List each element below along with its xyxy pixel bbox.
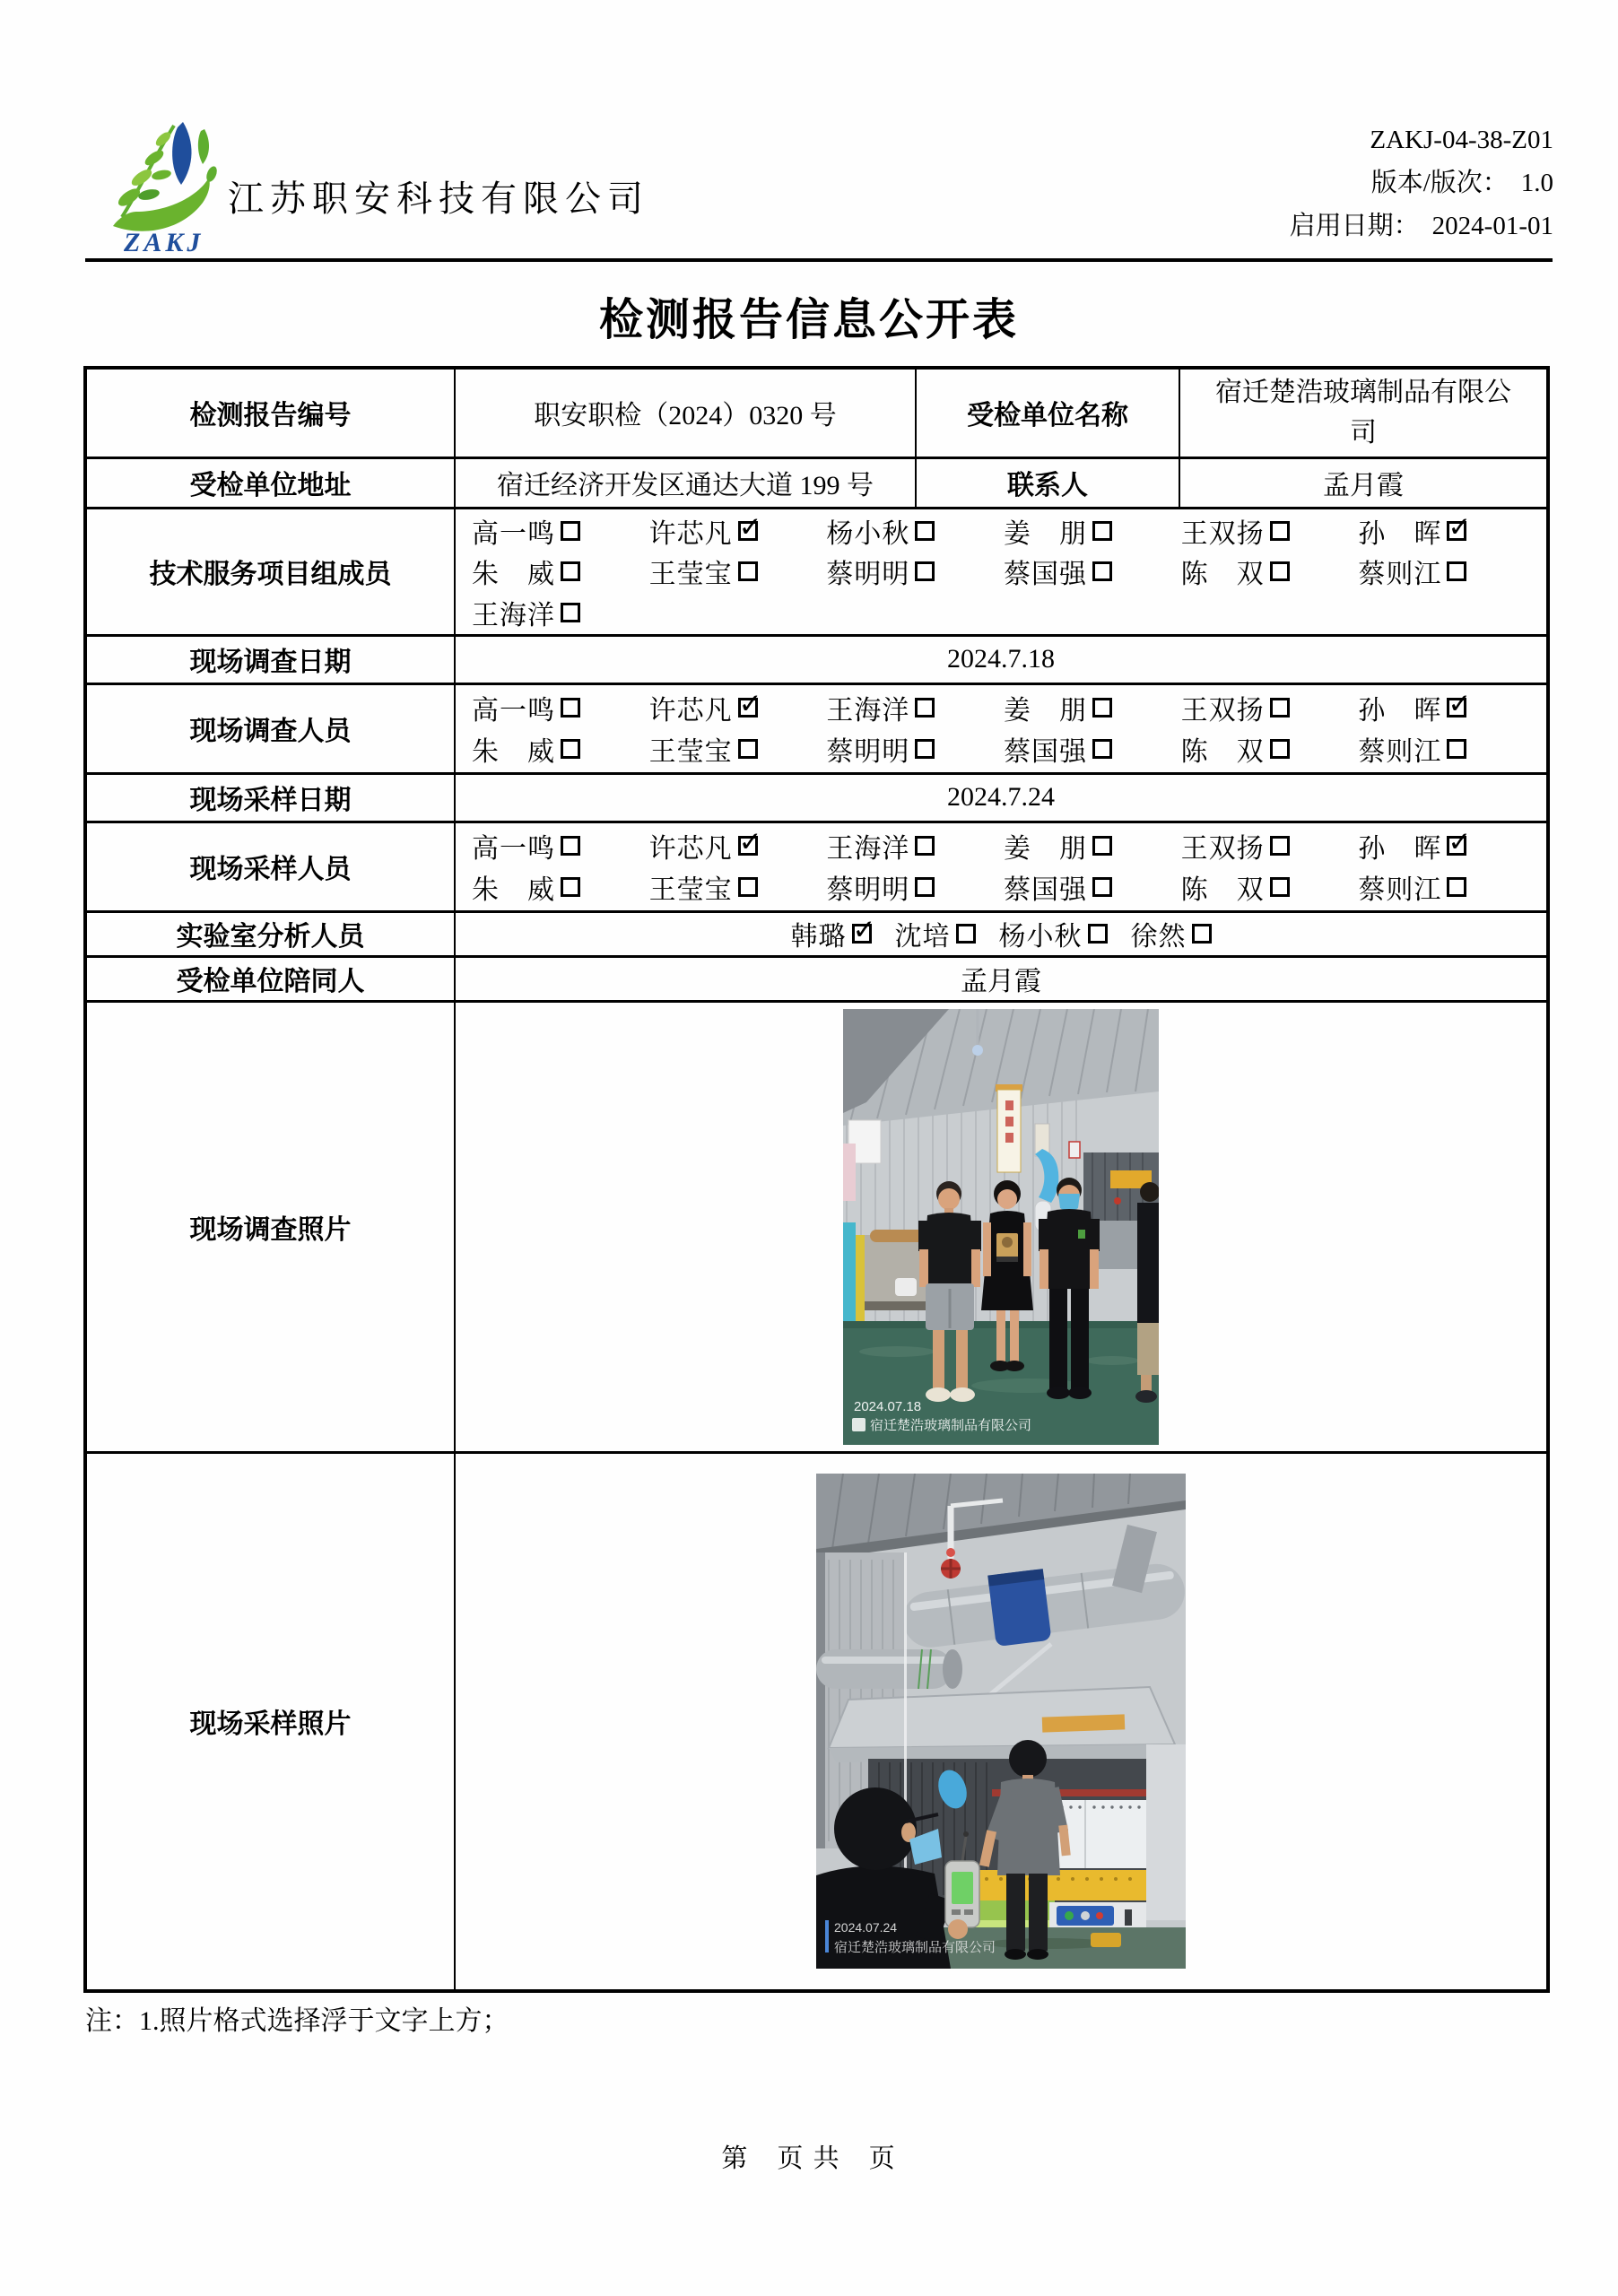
report-no-label: 检测报告编号: [85, 368, 455, 457]
person-name: 王莹宝: [648, 737, 733, 768]
row-unit-addr: [85, 457, 1548, 508]
checkbox-unchecked: [1270, 877, 1290, 897]
checkbox-unchecked: [956, 924, 976, 944]
person-option: [649, 867, 827, 907]
person-option: [472, 593, 649, 632]
checkbox-unchecked: [561, 739, 580, 759]
person-name: 蔡国强: [1004, 737, 1087, 768]
contact-value: 孟月霞: [1179, 457, 1548, 508]
checkbox-unchecked: [1270, 561, 1290, 581]
person-option: [472, 729, 649, 769]
header-divider: [85, 258, 1553, 262]
person-name: 高一鸣: [472, 833, 555, 864]
person-option: [472, 511, 649, 551]
person-name: 高一鸣: [472, 695, 555, 726]
checkbox-unchecked: [561, 521, 580, 541]
person-name: 韩璐: [790, 922, 847, 952]
person-name: 王海洋: [826, 695, 910, 726]
person-option: [1004, 688, 1181, 727]
unit-name-label: 受检单位名称: [916, 368, 1179, 457]
person-option: [649, 729, 827, 769]
row-lab-staff: [85, 911, 1548, 956]
survey-staff: [456, 685, 1546, 771]
row-survey-staff: [85, 683, 1548, 773]
doc-code: ZAKJ-04-38-Z01: [1370, 126, 1553, 154]
checkbox-unchecked: [1092, 836, 1112, 856]
person-name: 蔡则江: [1358, 875, 1442, 906]
person-name: 蔡明明: [826, 560, 910, 589]
survey-photo-label: 现场调查照片: [85, 1001, 455, 1452]
sample-staff-cell: [455, 822, 1548, 911]
person-name: 蔡国强: [1004, 560, 1087, 589]
sample-staff-label: 现场采样人员: [85, 822, 455, 911]
sample-date-value: 2024.7.24: [455, 773, 1548, 822]
doc-version-line: 版本/版次： 1.0: [1370, 169, 1553, 197]
lab-staff: [456, 914, 1546, 953]
survey-date-value: 2024.7.18: [455, 635, 1548, 683]
checkbox-unchecked: [915, 877, 935, 897]
person-option: [472, 688, 649, 727]
checkbox-checked: [1447, 521, 1466, 541]
checkbox-checked: [738, 698, 758, 718]
person-option: [1358, 688, 1535, 727]
checkbox-checked: [738, 836, 758, 856]
survey-photo: [843, 1009, 1159, 1445]
person-option: [826, 867, 1004, 907]
sample-photo-cell: [455, 1452, 1548, 1991]
team-members: [456, 509, 1546, 633]
person-option: [895, 914, 976, 953]
person-option: [1004, 552, 1181, 591]
person-option: [1004, 511, 1181, 551]
team-label: 技术服务项目组成员: [85, 508, 455, 635]
checkbox-unchecked: [738, 561, 758, 581]
checkbox-unchecked: [915, 561, 935, 581]
report-no-value: 职安职检（2024）0320 号: [455, 368, 916, 457]
person-option: [826, 511, 1004, 551]
person-name: 杨小秋: [826, 518, 910, 549]
checkbox-checked: [1447, 698, 1466, 718]
checkbox-unchecked: [561, 698, 580, 718]
page-number-footer: 第 页 共 页: [721, 2144, 897, 2173]
checkbox-unchecked: [561, 603, 580, 622]
checkbox-unchecked: [1270, 836, 1290, 856]
checkbox-unchecked: [1092, 521, 1112, 541]
person-name: 杨小秋: [998, 922, 1083, 952]
survey-photo-cell: [455, 1001, 1548, 1452]
contact-label: 联系人: [916, 457, 1179, 508]
sample-staff: [456, 823, 1546, 909]
person-name: 朱 威: [472, 560, 555, 589]
person-option: [1181, 729, 1359, 769]
person-option: [649, 688, 827, 727]
doc-info-block: [1290, 118, 1553, 248]
footnote: 注：1.照片格式选择浮于文字上方；: [85, 2006, 509, 2036]
person-name: 蔡则江: [1358, 737, 1442, 768]
checkbox-unchecked: [1088, 924, 1108, 944]
person-option: [826, 826, 1004, 865]
survey-staff-cell: [455, 683, 1548, 773]
person-name: 陈 双: [1180, 875, 1265, 906]
person-name: 姜 朋: [1004, 695, 1087, 726]
person-name: 王海洋: [826, 833, 910, 864]
checkbox-unchecked: [1092, 877, 1112, 897]
sample-photo-watermark: 宿迁楚浩玻璃制品有限公司: [834, 1940, 996, 1956]
person-option: [791, 914, 872, 953]
checkbox-unchecked: [915, 739, 935, 759]
person-name: 蔡明明: [826, 875, 910, 906]
company-logo: [104, 109, 219, 258]
person-name: 高一鸣: [472, 518, 555, 549]
person-name: 姜 朋: [1004, 833, 1087, 864]
person-name: 许芯凡: [648, 695, 733, 726]
checkbox-unchecked: [738, 739, 758, 759]
checkbox-unchecked: [1270, 521, 1290, 541]
person-option: [1358, 867, 1535, 907]
person-option: [649, 552, 827, 591]
person-option: [1358, 552, 1535, 591]
company-name: 江苏职安科技有限公司: [228, 178, 649, 219]
sample-photo-label: 现场采样照片: [85, 1452, 455, 1991]
checkbox-unchecked: [915, 521, 935, 541]
row-report-no: [85, 368, 1548, 457]
unit-addr-value: 宿迁经济开发区通达大道 199 号: [455, 457, 916, 508]
person-option: [1181, 826, 1359, 865]
person-option: [999, 914, 1108, 953]
person-option: [1181, 511, 1359, 551]
person-name: 王莹宝: [648, 560, 733, 589]
person-option: [649, 826, 827, 865]
checkbox-unchecked: [561, 561, 580, 581]
lab-staff-label: 实验室分析人员: [85, 911, 455, 956]
row-sample-date: [85, 773, 1548, 822]
person-name: 朱 威: [472, 737, 555, 768]
survey-staff-label: 现场调查人员: [85, 683, 455, 773]
report-table: [83, 366, 1550, 1993]
sample-photo: [816, 1474, 1186, 1969]
row-survey-photo: [85, 1001, 1548, 1452]
person-name: 王双扬: [1180, 518, 1265, 549]
person-option: [1181, 552, 1359, 591]
sample-date-label: 现场采样日期: [85, 773, 455, 822]
person-option: [1004, 729, 1181, 769]
checkbox-unchecked: [1270, 698, 1290, 718]
team-members-cell: [455, 508, 1548, 635]
person-option: [649, 511, 827, 551]
person-name: 徐然: [1130, 922, 1187, 952]
person-option: [1358, 826, 1535, 865]
person-name: 姜 朋: [1004, 518, 1087, 549]
person-option: [826, 688, 1004, 727]
person-name: 王双扬: [1180, 695, 1265, 726]
checkbox-unchecked: [561, 836, 580, 856]
person-name: 沈培: [894, 922, 951, 952]
checkbox-unchecked: [1447, 739, 1466, 759]
survey-photo-date: 2024.07.18: [854, 1398, 922, 1414]
person-edge: [1135, 1182, 1159, 1403]
checkbox-unchecked: [1447, 877, 1466, 897]
logo-text: ZAKJ: [124, 228, 204, 257]
checkbox-checked: [738, 521, 758, 541]
person-name: 陈 双: [1180, 560, 1265, 589]
checkbox-checked: [1447, 836, 1466, 856]
checkbox-unchecked: [915, 836, 935, 856]
sample-photo-date: 2024.07.24: [834, 1920, 898, 1935]
person-name: 王双扬: [1180, 833, 1265, 864]
person-option: [472, 826, 649, 865]
person-name: 蔡则江: [1358, 560, 1442, 589]
person-name: 许芯凡: [648, 518, 733, 549]
companion-label: 受检单位陪同人: [85, 956, 455, 1001]
page-title: 检测报告信息公开表: [598, 295, 1019, 344]
person-name: 孙 晖: [1358, 695, 1442, 726]
lab-staff-cell: [455, 911, 1548, 956]
checkbox-unchecked: [1092, 739, 1112, 759]
survey-photo-watermark: 宿迁楚浩玻璃制品有限公司: [870, 1417, 1032, 1433]
person-name: 王海洋: [472, 600, 555, 631]
person-option: [1358, 511, 1535, 551]
person-option: [1131, 914, 1212, 953]
row-sample-staff: [85, 822, 1548, 911]
row-sample-photo: [85, 1452, 1548, 1991]
person-option: [1181, 867, 1359, 907]
person-option: [1004, 826, 1181, 865]
person-option: [1358, 729, 1535, 769]
person-name: 王莹宝: [648, 875, 733, 906]
checkbox-unchecked: [1092, 698, 1112, 718]
row-companion: [85, 956, 1548, 1001]
checkbox-checked: [852, 924, 872, 944]
person-name: 蔡明明: [826, 737, 910, 768]
person-option: [1181, 688, 1359, 727]
survey-date-label: 现场调查日期: [85, 635, 455, 683]
person-option: [826, 729, 1004, 769]
checkbox-unchecked: [738, 877, 758, 897]
row-survey-date: [85, 635, 1548, 683]
person-name: 孙 晖: [1358, 833, 1442, 864]
checkbox-unchecked: [1447, 561, 1466, 581]
checkbox-unchecked: [1270, 739, 1290, 759]
companion-value: 孟月霞: [455, 956, 1548, 1001]
person-name: 蔡国强: [1004, 875, 1087, 906]
doc-date-line: 启用日期： 2024-01-01: [1289, 212, 1553, 240]
person-name: 孙 晖: [1358, 518, 1442, 549]
person-option: [826, 552, 1004, 591]
unit-addr-label: 受检单位地址: [85, 457, 455, 508]
row-team: [85, 508, 1548, 635]
checkbox-unchecked: [1092, 561, 1112, 581]
person-name: 陈 双: [1180, 737, 1265, 768]
person-option: [1004, 867, 1181, 907]
person-option: [472, 867, 649, 907]
person-option: [472, 552, 649, 591]
checkbox-unchecked: [1192, 924, 1212, 944]
person-name: 许芯凡: [648, 833, 733, 864]
person-name: 朱 威: [472, 875, 555, 906]
unit-name-value: 宿迁楚浩玻璃制品有限公司: [1179, 368, 1548, 457]
checkbox-unchecked: [561, 877, 580, 897]
checkbox-unchecked: [915, 698, 935, 718]
